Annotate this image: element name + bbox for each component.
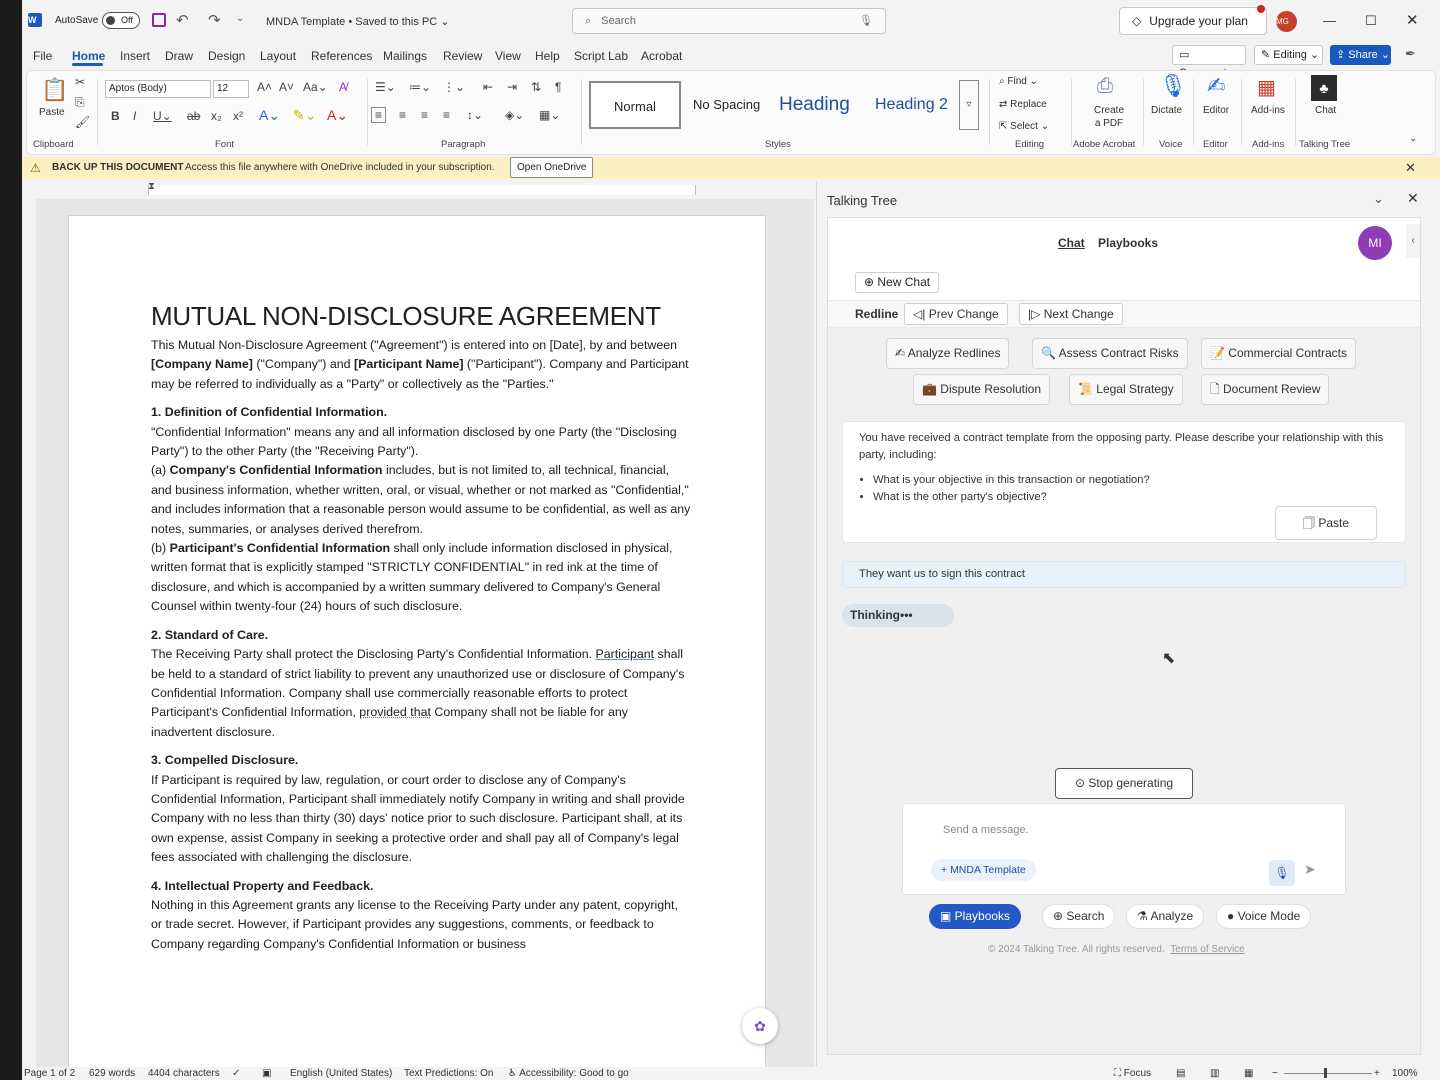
new-chat-button[interactable]: [855, 272, 939, 293]
intro-text-3: ("Participant"). Company and Participant may be referred to individually as a "Party" or collectively as the "Parties.": [151, 357, 689, 391]
title-bar: [22, 0, 1440, 42]
section-2-text-1: The Receiving Party shall protect the Disclosing Party's Confidential Information.: [151, 647, 596, 662]
close-icon[interactable]: ✕: [1405, 160, 1416, 175]
list-item: • What is the other party's objective?: [873, 489, 1150, 506]
ribbon-separator: [989, 79, 990, 145]
quick-action-label: Dispute Resolution: [940, 382, 1042, 396]
document-canvas[interactable]: [36, 199, 814, 1067]
pane-title: Talking Tree: [827, 193, 898, 208]
dictate-label[interactable]: Dictate: [1151, 105, 1183, 116]
participant-placeholder: [Participant Name]: [354, 357, 464, 372]
section-3-heading[interactable]: 3. Compelled Disclosure.: [151, 753, 299, 768]
increase-indent-icon[interactable]: ⇥: [507, 80, 518, 94]
change-case-icon[interactable]: Aa⌄: [303, 80, 328, 94]
share-button[interactable]: ⇪ Share ⌄: [1330, 45, 1391, 65]
focus-icon: ⛶: [1114, 1068, 1124, 1079]
customize-toolbar-icon[interactable]: ⌄: [236, 13, 245, 24]
tab-references[interactable]: References: [311, 49, 373, 63]
prev-change-button[interactable]: [904, 303, 1008, 325]
chat-label[interactable]: Chat: [1315, 105, 1337, 116]
briefcase-icon: 💼: [922, 382, 941, 396]
thinking-indicator: Thinking•••: [842, 604, 954, 627]
create-pdf-icon[interactable]: ⎙: [1097, 75, 1113, 97]
zoom-slider-thumb[interactable]: [1324, 1068, 1327, 1078]
upgrade-plan-button[interactable]: [1119, 7, 1267, 35]
legal-strategy-button[interactable]: [1069, 374, 1183, 405]
autosave-state: Off: [121, 15, 133, 25]
mode-label: Voice Mode: [1237, 909, 1301, 923]
select-label: Select: [1010, 121, 1038, 132]
shrink-font-icon[interactable]: A˅: [279, 80, 295, 94]
grow-font-icon[interactable]: A˄: [257, 80, 273, 94]
section-1-definition[interactable]: "Confidential Information" means any and all information disclosed by one Party (the "Disclosing Party") to the other Party (the "Receiving Party").: [151, 424, 677, 459]
assistant-message-text: You have received a contract template from the opposing party. Please describe your relationship with this party, including:: [859, 432, 1384, 461]
section-2-text-3: Company shall not be liable for any inadvertent disclosure.: [151, 705, 628, 739]
save-icon[interactable]: [152, 13, 166, 27]
user-avatar[interactable]: MI: [1358, 226, 1392, 260]
section-1-a[interactable]: [151, 461, 691, 539]
toggle-icon: ●: [1227, 909, 1238, 923]
paste-label[interactable]: Paste: [39, 107, 65, 118]
zoom-level[interactable]: 100%: [1392, 1068, 1418, 1079]
strikethrough-icon[interactable]: ab: [187, 109, 201, 123]
active-tab-indicator: [72, 63, 103, 66]
style-no-spacing[interactable]: No Spacing: [693, 97, 761, 112]
user-message: They want us to sign this contract: [842, 561, 1406, 588]
dispute-resolution-button[interactable]: [913, 374, 1050, 405]
group-voice-label: Voice: [1159, 139, 1183, 150]
create-pdf-label-2[interactable]: a PDF: [1094, 118, 1124, 129]
group-editing-label: Editing: [1015, 139, 1045, 150]
search-mode-button[interactable]: [1042, 904, 1115, 929]
ribbon-separator: [1295, 79, 1296, 145]
copyright-text: © 2024 Talking Tree. All rights reserved.: [988, 944, 1165, 955]
tab-review[interactable]: Review: [443, 49, 483, 63]
align-center-icon[interactable]: ≡: [399, 108, 407, 122]
addins-label[interactable]: Add-ins: [1251, 105, 1285, 116]
style-heading[interactable]: Heading: [779, 94, 850, 115]
tab-insert[interactable]: Insert: [120, 49, 151, 63]
ruler-text-area: [148, 185, 696, 195]
redline-label: Redline: [855, 307, 899, 321]
underline-icon[interactable]: U⌄: [153, 109, 172, 123]
mode-label: Analyze: [1150, 909, 1194, 923]
microphone-icon[interactable]: 🎙: [859, 15, 873, 27]
mode-label: Playbooks: [954, 909, 1011, 923]
analyze-mode-button[interactable]: [1126, 904, 1204, 929]
create-pdf-label-1[interactable]: Create: [1093, 105, 1124, 116]
mouse-cursor-icon: ⬉: [1162, 650, 1176, 667]
comments-button[interactable]: [1172, 45, 1246, 65]
plus-icon: +: [941, 864, 951, 876]
print-layout-icon[interactable]: ▥: [1210, 1068, 1220, 1079]
application-frame: [22, 0, 1440, 1080]
minimize-icon[interactable]: —: [1323, 13, 1336, 28]
group-acrobat-label: Adobe Acrobat: [1073, 139, 1136, 150]
document-page[interactable]: [68, 215, 766, 1067]
section-2-participant: Participant: [595, 647, 655, 662]
ribbon-home: [26, 70, 1436, 155]
mode-label: Search: [1066, 909, 1105, 923]
group-paragraph-label: Paragraph: [441, 139, 486, 150]
paste-label: Paste: [1318, 516, 1349, 530]
quick-action-label: Document Review: [1222, 382, 1321, 396]
tab-playbooks[interactable]: Playbooks: [1098, 236, 1159, 250]
section-2-text-2: shall be held to a standard of strict liability to prevent any unauthorized use or disclosure of Company's Confidential Information. Company shall use commercially reasonable efforts to protect Participant's Confidential Information,: [151, 647, 685, 720]
intro-text-2: ("Company") and: [252, 357, 354, 372]
macro-icon[interactable]: ▣: [262, 1068, 272, 1079]
intro-text-1: This Mutual Non-Disclosure Agreement ("Agreement") is entered into on [Date], by and between: [151, 338, 678, 352]
list-item: • What is your objective in this transaction or negotiation?: [873, 472, 1150, 489]
replace-button[interactable]: [999, 99, 1047, 110]
section-1-heading[interactable]: 1. Definition of Confidential Information.: [151, 405, 388, 420]
flask-icon: ⚗: [1137, 909, 1151, 923]
intro-paragraph[interactable]: [151, 336, 691, 394]
web-layout-icon[interactable]: ▦: [1244, 1068, 1254, 1079]
stop-label: Stop generating: [1088, 776, 1174, 790]
ribbon-separator: [581, 79, 582, 145]
send-icon[interactable]: ➤: [1304, 861, 1316, 877]
addin-content: [827, 217, 1421, 1055]
close-icon[interactable]: ✕: [1406, 12, 1419, 29]
next-icon: |▷: [1028, 307, 1044, 321]
paste-icon[interactable]: 📋: [41, 77, 69, 102]
tab-draw[interactable]: Draw: [165, 49, 194, 63]
editing-mode-button[interactable]: ✎ Editing ⌄: [1254, 45, 1323, 65]
editor-label[interactable]: Editor: [1203, 105, 1230, 116]
clear-formatting-icon[interactable]: A̸: [339, 80, 348, 94]
search-placeholder: Search: [601, 15, 637, 27]
status-bar: [22, 1066, 1440, 1080]
talking-tree-logo-icon[interactable]: ♣: [1311, 75, 1337, 101]
book-icon: ▣: [940, 909, 955, 923]
group-clipboard-label: Clipboard: [33, 139, 74, 150]
onedrive-banner: [22, 157, 1440, 179]
talking-tree-pane: [816, 181, 1440, 1066]
addins-icon[interactable]: ▦: [1257, 77, 1276, 99]
group-styles-label: Styles: [765, 139, 791, 150]
section-1-b[interactable]: [151, 539, 691, 617]
bullets-icon[interactable]: ☰⌄: [375, 80, 396, 94]
clipboard-icon: 🗍: [1302, 516, 1319, 530]
subscript-icon[interactable]: x₂: [211, 109, 222, 123]
style-normal[interactable]: Normal: [589, 81, 681, 129]
accessibility-status[interactable]: [508, 1068, 629, 1079]
document-title[interactable]: MNDA Template • Saved to this PC ⌄: [266, 16, 450, 28]
styles-more-icon[interactable]: ▿: [959, 80, 979, 130]
terms-of-service-link[interactable]: Terms of Service: [1170, 944, 1245, 955]
ribbon-separator: [1241, 79, 1242, 145]
focus-button[interactable]: [1114, 1068, 1151, 1079]
quick-action-label: Legal Strategy: [1096, 382, 1174, 396]
commercial-contracts-button[interactable]: [1201, 338, 1356, 369]
document-review-button[interactable]: [1201, 374, 1329, 405]
tab-view[interactable]: View: [495, 49, 521, 63]
notification-dot: [1257, 5, 1265, 13]
find-icon: ⌕: [999, 76, 1008, 87]
editor-icon[interactable]: ✍: [1207, 73, 1226, 98]
comment-icon: ▭: [1179, 49, 1190, 61]
analyze-redlines-button[interactable]: [886, 338, 1009, 369]
language[interactable]: English (United States): [290, 1068, 393, 1079]
section-3-text[interactable]: If Participant is required by law, regulation, or court order to disclose any of Company's Confidential Information, Participant shall immediately notify Company in writing and shall provide Company with no less than thirty (30) days' notice prior to such disclosure. Participant shall, at its own expense, assist Company in seeking a protective order and shall pay all of Company's legal fees associated with challenging the disclosure.: [151, 772, 685, 865]
bold-icon[interactable]: B: [111, 109, 120, 123]
align-left-icon[interactable]: ≡: [371, 107, 386, 123]
assess-contract-risks-button[interactable]: [1032, 338, 1188, 369]
accessibility-icon: ♿: [508, 1068, 520, 1079]
horizontal-ruler[interactable]: [36, 181, 816, 199]
pane-footer: [988, 944, 1245, 955]
tab-home[interactable]: Home: [72, 49, 106, 63]
pen-icon[interactable]: ✒: [1405, 46, 1416, 61]
replace-label: Replace: [1010, 99, 1047, 110]
document-body[interactable]: [151, 296, 691, 954]
accessibility-label: Accessibility: Good to go: [519, 1068, 629, 1079]
prev-icon: ◁|: [913, 307, 929, 321]
memo-icon: 📝: [1210, 346, 1229, 360]
quick-action-label: Assess Contract Risks: [1058, 346, 1179, 360]
diamond-icon: ◇: [1132, 14, 1142, 28]
scroll-icon: 📜: [1078, 382, 1097, 396]
stop-generating-button[interactable]: [1055, 768, 1193, 799]
pencil-icon: ✎: [1261, 49, 1274, 61]
banner-title: BACK UP THIS DOCUMENT: [52, 162, 184, 173]
decrease-indent-icon[interactable]: ⇤: [483, 80, 494, 94]
section-2-heading[interactable]: 2. Standard of Care.: [151, 627, 269, 642]
focus-label: Focus: [1123, 1068, 1152, 1079]
sort-icon[interactable]: ⇅: [531, 80, 542, 94]
numbering-icon[interactable]: ≔⌄: [409, 80, 432, 94]
tab-script-lab[interactable]: Script Lab: [574, 49, 629, 63]
section-1-b-prefix: (b): [151, 541, 170, 556]
section-1-a-prefix: (a): [151, 463, 170, 478]
dictate-icon[interactable]: 🎙: [1159, 73, 1187, 98]
open-onedrive-button[interactable]: Open OneDrive: [510, 157, 593, 178]
tab-chat[interactable]: Chat: [1058, 236, 1085, 250]
redline-toolbar: [828, 300, 1420, 328]
quick-action-label: Commercial Contracts: [1228, 346, 1347, 360]
share-icon: ⇪: [1336, 49, 1349, 61]
document-heading[interactable]: MUTUAL NON-DISCLOSURE AGREEMENT: [151, 301, 661, 331]
section-2-provided-that: provided that: [359, 705, 431, 720]
zoom-slider[interactable]: [1284, 1073, 1372, 1074]
section-4-heading[interactable]: 4. Intellectual Property and Feedback.: [151, 878, 374, 893]
ribbon-collapse-icon[interactable]: ⌄: [1409, 133, 1418, 144]
find-label: Find: [1007, 76, 1027, 87]
highlight-icon[interactable]: ✎⌄: [293, 107, 317, 123]
group-addins-label: Add-ins: [1252, 139, 1285, 150]
justify-icon[interactable]: ≡: [443, 108, 451, 122]
ribbon-separator: [1071, 79, 1072, 145]
superscript-icon[interactable]: x²: [233, 109, 243, 123]
find-button[interactable]: ⌕ Find ⌄: [999, 76, 1039, 87]
document-context-chip[interactable]: [931, 859, 1036, 881]
ribbon-separator: [1193, 79, 1194, 145]
group-talking-tree-label: Talking Tree: [1299, 139, 1351, 150]
zoom-in-icon[interactable]: +: [1374, 1068, 1380, 1079]
chip-label: MNDA Template: [950, 864, 1026, 876]
next-change-button[interactable]: [1019, 303, 1123, 325]
search-icon: ⌕: [585, 15, 592, 27]
section-4-text[interactable]: Nothing in this Agreement grants any license to the Receiving Party under any patent, copyright, or trade secret. However, if Participant provides any suggestions, comments, or feedback to Company regarding Company's Confidential Information or business: [151, 897, 678, 951]
text-effects-icon[interactable]: A⌄: [259, 107, 281, 123]
document-icon: 🗋: [1210, 382, 1223, 396]
shading-icon[interactable]: ◈⌄: [505, 108, 525, 122]
copilot-icon[interactable]: ✿: [742, 1008, 778, 1044]
tab-mailings[interactable]: Mailings: [383, 49, 428, 63]
playbooks-mode-button[interactable]: [929, 904, 1021, 929]
select-icon: ⇱: [999, 121, 1011, 132]
banner-message: Access this file anywhere with OneDrive included in your subscription.: [185, 162, 495, 173]
borders-icon[interactable]: ▦⌄: [539, 108, 561, 122]
format-painter-icon[interactable]: 🖌: [75, 115, 91, 129]
line-spacing-icon[interactable]: ↕⌄: [467, 108, 484, 122]
globe-icon: ⊕: [1053, 909, 1067, 923]
voice-mode-button[interactable]: [1216, 904, 1311, 929]
search-input[interactable]: [572, 8, 886, 34]
plus-circle-icon: ⊕: [864, 275, 878, 289]
editing-label: Editing: [1273, 49, 1307, 61]
maximize-icon[interactable]: ☐: [1365, 13, 1377, 28]
tab-file[interactable]: File: [33, 49, 53, 63]
magnifier-icon: 🔍: [1041, 346, 1059, 360]
indent-marker-icon[interactable]: ⧗: [148, 181, 156, 192]
assistant-message: [842, 421, 1406, 543]
select-button[interactable]: ⇱ Select ⌄: [999, 121, 1050, 132]
proofing-icon[interactable]: ✓: [232, 1068, 241, 1079]
italic-icon[interactable]: I: [133, 109, 137, 123]
upgrade-label: Upgrade your plan: [1149, 14, 1248, 28]
replace-icon: ⇄: [999, 99, 1011, 110]
section-1-a-term: Company's Confidential Information: [169, 463, 383, 478]
font-color-icon[interactable]: A⌄: [327, 107, 349, 123]
word-count[interactable]: 629 words: [89, 1068, 136, 1079]
redo-icon[interactable]: ↷: [208, 12, 221, 29]
prev-change-label: Prev Change: [928, 307, 999, 321]
copy-icon[interactable]: ⎘: [75, 95, 85, 109]
quick-action-label: Analyze Redlines: [907, 346, 1001, 360]
new-chat-label: New Chat: [877, 275, 931, 289]
close-icon[interactable]: ✕: [1407, 190, 1419, 206]
align-right-icon[interactable]: ≡: [421, 108, 429, 122]
character-count[interactable]: 4404 characters: [148, 1068, 220, 1079]
section-2-text[interactable]: [151, 645, 691, 742]
zoom-out-icon[interactable]: −: [1272, 1068, 1278, 1079]
warning-icon: ⚠: [30, 161, 41, 175]
group-editor-label: Editor: [1203, 139, 1228, 150]
page-count[interactable]: Page 1 of 2: [24, 1068, 76, 1079]
text-predictions[interactable]: Text Predictions: On: [404, 1068, 494, 1079]
stop-icon: ⊙: [1074, 776, 1089, 790]
font-size-combo[interactable]: 12: [213, 80, 249, 98]
message-composer[interactable]: [902, 803, 1346, 895]
section-1-b-term: Participant's Confidential Information: [169, 541, 391, 556]
addin-header: [828, 218, 1420, 328]
autosave-toggle[interactable]: [102, 12, 140, 29]
chevron-down-icon[interactable]: ⌄: [1373, 191, 1384, 206]
cut-icon[interactable]: ✂: [75, 75, 86, 89]
share-label: Share: [1348, 49, 1378, 61]
group-font-label: Font: [215, 139, 235, 150]
chevron-left-icon[interactable]: ‹: [1406, 224, 1420, 258]
assistant-bullets: [873, 472, 1150, 506]
multilevel-list-icon[interactable]: ⋮⌄: [443, 80, 466, 94]
tab-help[interactable]: Help: [535, 49, 560, 63]
section-1-b-text: shall only include information disclosed in physical, written format that is explicitly stamped "STRICTLY CONFIDENTIAL" in red ink at the time of disclosure, and which is accompanied by a written summary delivered to Company's General Counsel within twenty-four (24) hours of such disclosure.: [151, 541, 673, 614]
screen-edge: [0, 0, 22, 1080]
tab-acrobat[interactable]: Acrobat: [641, 49, 683, 63]
microphone-icon[interactable]: 🎙: [1269, 860, 1295, 886]
style-heading-2[interactable]: Heading 2: [875, 96, 948, 113]
undo-icon[interactable]: ↶: [176, 12, 189, 29]
tab-layout[interactable]: Layout: [260, 49, 297, 63]
ribbon-separator: [367, 79, 368, 145]
toggle-knob-icon: [106, 16, 115, 25]
show-formatting-icon[interactable]: ¶: [555, 80, 562, 94]
company-placeholder: [Company Name]: [151, 357, 253, 372]
hand-icon: ✍: [895, 346, 908, 360]
next-change-label: Next Change: [1043, 307, 1114, 321]
tab-design[interactable]: Design: [208, 49, 246, 63]
word-logo-icon: W: [28, 13, 42, 27]
section-1-a-text: includes, but is not limited to, all technical, financial, and business information, whether written, oral, or visual, whether or not marked as "Confidential," and includes information that a reasonable person would assume to be confidential, as well as any notes, summaries, or analyses derived therefrom.: [151, 463, 691, 536]
read-mode-icon[interactable]: ▤: [1176, 1068, 1186, 1079]
font-name-combo[interactable]: Aptos (Body): [105, 80, 211, 98]
ribbon-separator: [97, 79, 98, 145]
ribbon-separator: [1143, 79, 1144, 145]
account-avatar[interactable]: MG: [1276, 11, 1297, 32]
paste-button[interactable]: [1275, 506, 1377, 540]
autosave-label: AutoSave: [55, 15, 99, 26]
message-input[interactable]: Send a message.: [943, 824, 1029, 836]
